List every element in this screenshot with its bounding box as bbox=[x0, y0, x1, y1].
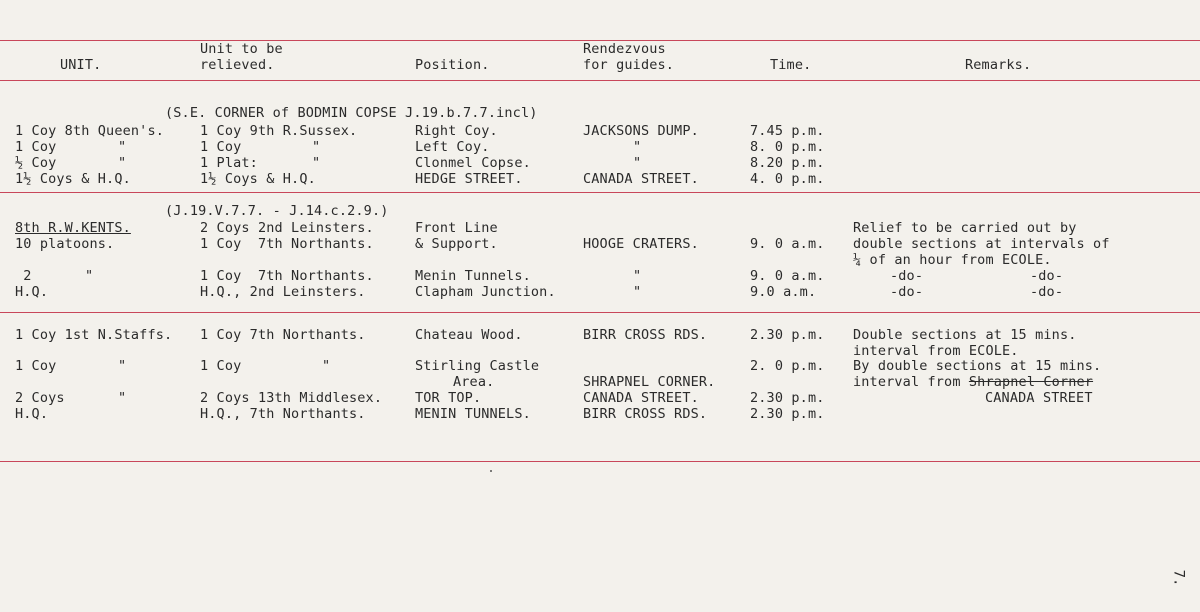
s3-r4-relieved: H.Q., 7th Northants. bbox=[200, 406, 366, 422]
s3-remarks-line5: CANADA STREET bbox=[985, 390, 1093, 406]
s1-r1-relieved: 1 Coy 9th R.Sussex. bbox=[200, 123, 358, 139]
s1-r2-unit: 1 Coy bbox=[15, 139, 57, 155]
s3-remarks-line3: By double sections at 15 mins. bbox=[853, 358, 1102, 374]
s1-r3-unit: ½ Coy bbox=[15, 155, 57, 171]
s1-r1-unit: 1 Coy 8th Queen's. bbox=[15, 123, 164, 139]
s3-r2-rendezvous: SHRAPNEL CORNER. bbox=[583, 374, 716, 390]
header-relieved-line2: relieved. bbox=[200, 57, 275, 73]
section1-rule bbox=[0, 192, 1200, 193]
s3-remarks-line1: Double sections at 15 mins. bbox=[853, 327, 1077, 343]
s1-r2-relieved: 1 Coy bbox=[200, 139, 242, 155]
s1-r4-unit: 1½ Coys & H.Q. bbox=[15, 171, 131, 187]
s2-r3-relieved: 1 Coy 7th Northants. bbox=[200, 268, 374, 284]
s2-r2-position: & Support. bbox=[415, 236, 498, 252]
s1-r2-unit-ditto: " bbox=[118, 139, 127, 155]
s1-r3-position: Clonmel Copse. bbox=[415, 155, 531, 171]
s3-r2-relieved: 1 Coy bbox=[200, 358, 242, 374]
s3-r3-position: TOR TOP. bbox=[415, 390, 482, 406]
s3-r3-unit: 2 Coys bbox=[15, 390, 65, 406]
s2-r1-relieved: 2 Coys 2nd Leinsters. bbox=[200, 220, 374, 236]
s3-r3-time: 2.30 p.m. bbox=[750, 390, 825, 406]
s2-r4-relieved: H.Q., 2nd Leinsters. bbox=[200, 284, 366, 300]
header-rule bbox=[0, 80, 1200, 81]
s2-r3-rendezvous: " bbox=[633, 268, 642, 284]
s2-r2-relieved: 1 Coy 7th Northants. bbox=[200, 236, 374, 252]
header-position: Position. bbox=[415, 57, 490, 73]
s3-r2-unit: 1 Coy bbox=[15, 358, 57, 374]
s2-r2-unit: 10 platoons. bbox=[15, 236, 115, 252]
s2-r3-time: 9. 0 a.m. bbox=[750, 268, 825, 284]
s1-r4-rendezvous: CANADA STREET. bbox=[583, 171, 699, 187]
s2-r4-rendezvous: " bbox=[633, 284, 642, 300]
s1-r1-time: 7.45 p.m. bbox=[750, 123, 825, 139]
s2-r1-unit: 8th R.W.KENTS. bbox=[15, 220, 131, 236]
s3-r2-unit-ditto: " bbox=[118, 358, 127, 374]
s3-r3-rendezvous: CANADA STREET. bbox=[583, 390, 699, 406]
ink-speck bbox=[490, 470, 492, 472]
s3-r4-time: 2.30 p.m. bbox=[750, 406, 825, 422]
header-unit: UNIT. bbox=[60, 57, 102, 73]
s3-r1-time: 2.30 p.m. bbox=[750, 327, 825, 343]
page-number: 7. bbox=[1170, 569, 1187, 587]
s1-r4-position: HEDGE STREET. bbox=[415, 171, 523, 187]
s2-r4-unit: H.Q. bbox=[15, 284, 49, 300]
s3-r3-relieved: 2 Coys 13th Middlesex. bbox=[200, 390, 383, 406]
s2-r3-unit-ditto: " bbox=[85, 268, 94, 284]
s3-r1-relieved: 1 Coy 7th Northants. bbox=[200, 327, 366, 343]
s2-remarks-line3: ¼ of an hour from ECOLE. bbox=[853, 252, 1052, 268]
s3-r4-unit: H.Q. bbox=[15, 406, 49, 422]
s2-r3-position: Menin Tunnels. bbox=[415, 268, 531, 284]
s2-r2-time: 9. 0 a.m. bbox=[750, 236, 825, 252]
s3-remarks-line2: interval from ECOLE. bbox=[853, 343, 1019, 359]
s3-r2-position-line2: Area. bbox=[453, 374, 495, 390]
s2-r4-time: 9.0 a.m. bbox=[750, 284, 817, 300]
section2-heading: (J.19.V.7.7. - J.14.c.2.9.) bbox=[165, 203, 389, 219]
s2-r2-rendezvous: HOOGE CRATERS. bbox=[583, 236, 699, 252]
header-time: Time. bbox=[770, 57, 812, 73]
s3-r1-rendezvous: BIRR CROSS RDS. bbox=[583, 327, 708, 343]
s3-remarks-line4-prefix: interval from bbox=[853, 374, 969, 390]
s3-remarks-line4 bbox=[853, 374, 1093, 390]
s2-remarks-do-d: -do- bbox=[1030, 284, 1064, 300]
s1-r2-relieved-ditto: " bbox=[312, 139, 321, 155]
s3-r2-position: Stirling Castle bbox=[415, 358, 540, 374]
s1-r3-relieved-ditto: " bbox=[312, 155, 321, 171]
s2-r1-position: Front Line bbox=[415, 220, 498, 236]
s2-remarks-line2: double sections at intervals of bbox=[853, 236, 1110, 252]
s1-r4-time: 4. 0 p.m. bbox=[750, 171, 825, 187]
s1-r1-position: Right Coy. bbox=[415, 123, 498, 139]
s1-r2-position: Left Coy. bbox=[415, 139, 490, 155]
s1-r2-rendezvous: " bbox=[633, 139, 642, 155]
s1-r2-time: 8. 0 p.m. bbox=[750, 139, 825, 155]
s2-remarks-do-b: -do- bbox=[1030, 268, 1064, 284]
s2-r3-unit: 2 bbox=[15, 268, 32, 284]
s3-r4-rendezvous: BIRR CROSS RDS. bbox=[583, 406, 708, 422]
s3-r4-position: MENIN TUNNELS. bbox=[415, 406, 531, 422]
s2-remarks-line1: Relief to be carried out by bbox=[853, 220, 1077, 236]
bottom-rule bbox=[0, 461, 1200, 462]
header-rendezvous-line1: Rendezvous bbox=[583, 41, 666, 57]
s1-r4-relieved: 1½ Coys & H.Q. bbox=[200, 171, 316, 187]
s2-remarks-do-c: -do- bbox=[890, 284, 924, 300]
s3-r2-relieved-ditto: " bbox=[322, 358, 331, 374]
s3-r3-unit-ditto: " bbox=[118, 390, 127, 406]
s1-r1-rendezvous: JACKSONS DUMP. bbox=[583, 123, 699, 139]
s1-r3-rendezvous: " bbox=[633, 155, 642, 171]
s3-r1-position: Chateau Wood. bbox=[415, 327, 523, 343]
section1-heading: (S.E. CORNER of BODMIN COPSE J.19.b.7.7.incl) bbox=[165, 105, 538, 121]
s3-r1-unit: 1 Coy 1st N.Staffs. bbox=[15, 327, 173, 343]
s1-r3-relieved: 1 Plat: bbox=[200, 155, 258, 171]
header-rendezvous-line2: for guides. bbox=[583, 57, 675, 73]
s3-r2-time: 2. 0 p.m. bbox=[750, 358, 825, 374]
s3-remarks-struck-text: Shrapnel Corner bbox=[968, 374, 1094, 390]
s2-r4-position: Clapham Junction. bbox=[415, 284, 556, 300]
header-relieved-line1: Unit to be bbox=[200, 41, 283, 57]
s1-r3-unit-ditto: " bbox=[118, 155, 127, 171]
s1-r3-time: 8.20 p.m. bbox=[750, 155, 825, 171]
header-remarks: Remarks. bbox=[965, 57, 1032, 73]
s2-remarks-do-a: -do- bbox=[890, 268, 924, 284]
section2-rule bbox=[0, 312, 1200, 313]
